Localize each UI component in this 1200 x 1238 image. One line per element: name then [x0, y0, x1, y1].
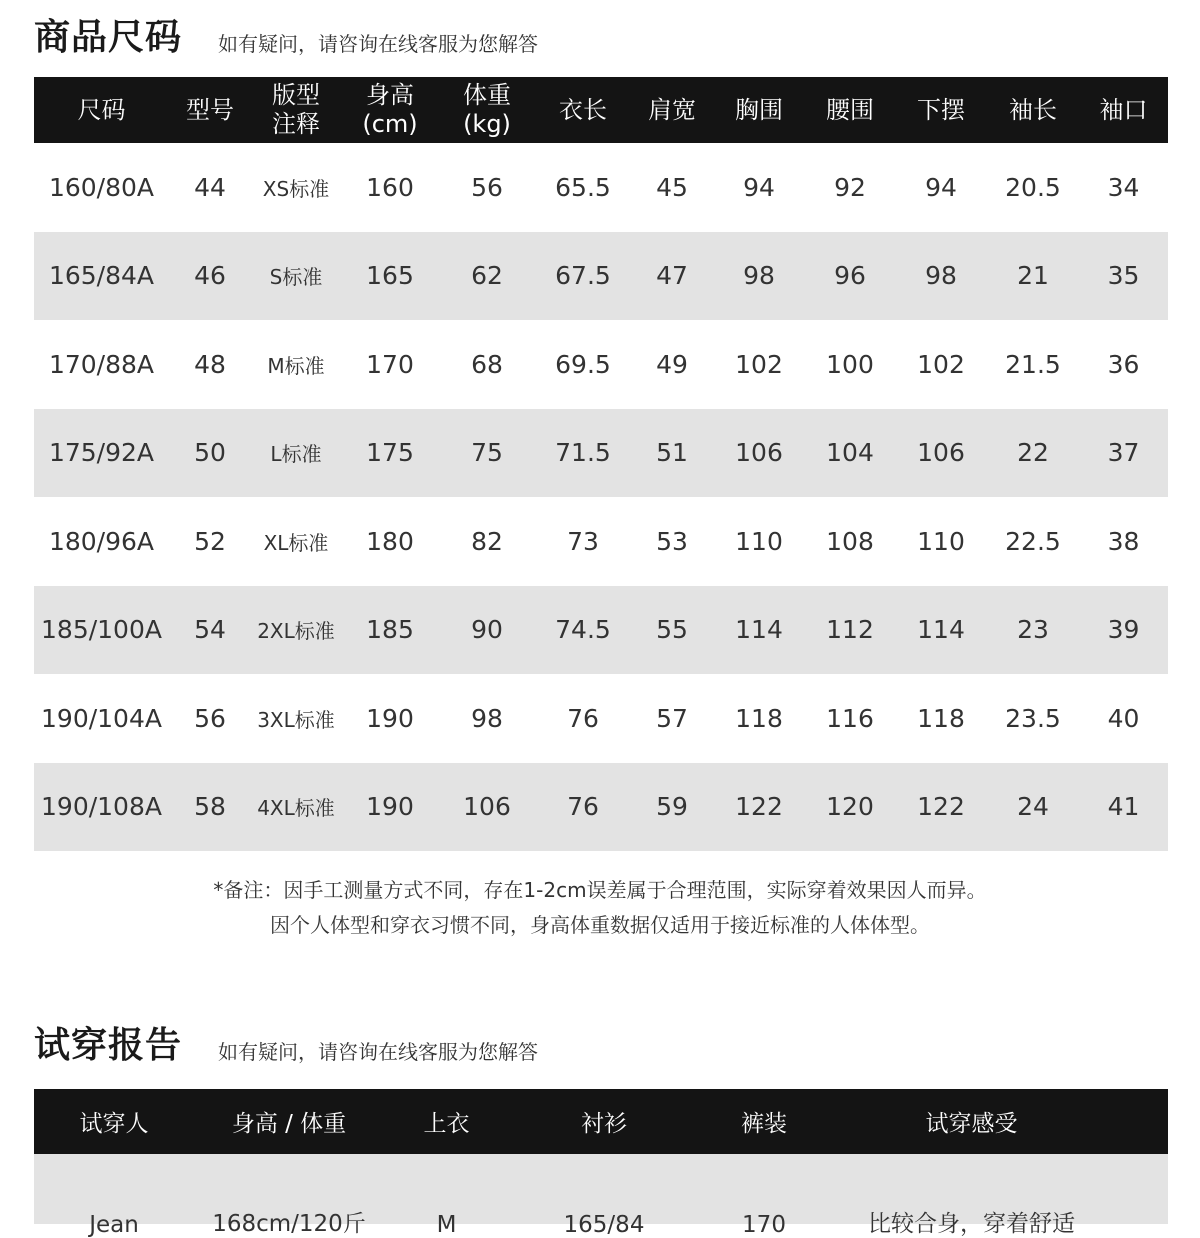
- table-cell: 106: [917, 438, 965, 468]
- trial-section-title: 试穿报告: [34, 1025, 183, 1066]
- table-cell: 53: [656, 526, 688, 556]
- table-cell: 120: [826, 792, 874, 822]
- table-row: [34, 409, 1168, 498]
- table-cell: 190: [366, 703, 414, 733]
- trial-table-header: [34, 1089, 1168, 1154]
- size-table-header: [34, 77, 1168, 143]
- size-header-cell: 型号: [186, 95, 234, 124]
- table-cell: 170: [742, 1212, 786, 1238]
- table-cell: 46: [194, 261, 226, 291]
- table-cell: 41: [1107, 792, 1140, 822]
- table-row: [34, 586, 1168, 675]
- table-cell: 102: [917, 349, 965, 379]
- table-cell: 98: [925, 261, 957, 291]
- table-cell: 118: [917, 703, 965, 733]
- table-cell: 160: [366, 172, 414, 202]
- size-section-header: [34, 17, 539, 58]
- table-cell: 92: [834, 172, 866, 202]
- table-cell: 49: [656, 349, 688, 379]
- table-cell: 52: [194, 526, 226, 556]
- trial-header-cell: 身高 / 体重: [231, 1111, 347, 1137]
- trial-header-cell: 试穿感受: [925, 1111, 1018, 1137]
- table-cell: 21: [1017, 261, 1049, 291]
- table-cell: 112: [826, 615, 874, 645]
- trial-table-body: [34, 1154, 1168, 1238]
- table-cell: 98: [743, 261, 775, 291]
- table-cell: 37: [1107, 438, 1140, 468]
- table-cell: 122: [917, 792, 965, 822]
- table-cell: 67.5: [555, 261, 611, 291]
- size-table-body: [34, 143, 1168, 851]
- table-cell: XL标准: [263, 530, 329, 555]
- table-cell: 160/80A: [48, 172, 155, 202]
- table-cell: 74.5: [555, 615, 611, 645]
- table-cell: 108: [826, 526, 874, 556]
- table-cell: 4XL标准: [257, 796, 335, 821]
- trial-section-header: [34, 1025, 539, 1066]
- table-cell: 102: [735, 349, 783, 379]
- table-cell: 94: [925, 172, 957, 202]
- table-cell: 180: [366, 526, 414, 556]
- table-cell: 36: [1107, 349, 1140, 379]
- size-table: [34, 77, 1168, 851]
- table-cell: 23: [1017, 615, 1049, 645]
- table-cell: 118: [735, 703, 783, 733]
- table-cell: 185: [366, 615, 414, 645]
- table-cell: 65.5: [555, 172, 611, 202]
- table-row: [34, 497, 1168, 586]
- trial-header-cell: 试穿人: [79, 1111, 149, 1137]
- table-cell: 51: [656, 438, 688, 468]
- table-cell: 22.5: [1005, 526, 1061, 556]
- table-cell: 170/88A: [48, 349, 155, 379]
- table-cell: 190/108A: [41, 792, 162, 822]
- table-cell: 56: [471, 172, 503, 202]
- table-cell: 40: [1107, 703, 1140, 733]
- size-header-cell: 肩宽: [648, 95, 696, 124]
- table-cell: M: [436, 1212, 457, 1238]
- table-cell: L标准: [270, 442, 322, 467]
- table-cell: 57: [656, 703, 688, 733]
- table-cell: 39: [1107, 615, 1140, 645]
- table-cell: 2XL标准: [257, 619, 335, 644]
- table-cell: 165/84A: [48, 261, 155, 291]
- table-cell: 59: [656, 792, 688, 822]
- table-cell: 165: [366, 261, 414, 291]
- size-header-cell: 袖口: [1099, 95, 1148, 124]
- size-header-cell: 衣长: [559, 95, 607, 124]
- table-cell: 38: [1107, 526, 1140, 556]
- table-cell: Jean: [89, 1212, 139, 1238]
- trial-header-cell: 上衣: [423, 1111, 470, 1137]
- table-cell: 110: [917, 526, 965, 556]
- size-header-cell: 版型 注释: [272, 81, 320, 138]
- table-cell: 71.5: [555, 438, 611, 468]
- table-cell: 76: [567, 703, 599, 733]
- table-cell: 58: [194, 792, 226, 822]
- table-cell: 175: [366, 438, 414, 468]
- table-cell: 165/84: [563, 1212, 645, 1238]
- size-header-cell: 尺码: [77, 95, 126, 124]
- table-cell: 68: [471, 349, 503, 379]
- size-notes: [0, 873, 1200, 943]
- table-cell: 比较合身，穿着舒适: [868, 1211, 1075, 1237]
- table-cell: 180/96A: [48, 526, 155, 556]
- table-cell: 47: [656, 261, 688, 291]
- table-row: [34, 1154, 1168, 1238]
- table-cell: 48: [194, 349, 226, 379]
- table-cell: 3XL标准: [257, 707, 335, 732]
- trial-table: [34, 1089, 1168, 1238]
- size-header-cell: 体重 (kg): [463, 81, 511, 138]
- table-cell: 96: [834, 261, 866, 291]
- table-cell: 20.5: [1005, 172, 1061, 202]
- size-header-cell: 袖长: [1009, 95, 1057, 124]
- trial-header-cell: 裤装: [741, 1111, 787, 1137]
- table-cell: 168cm/120斤: [212, 1211, 366, 1237]
- size-header-cell: 胸围: [735, 95, 783, 124]
- table-cell: 73: [567, 526, 599, 556]
- size-header-cell: 下摆: [917, 95, 965, 124]
- table-cell: XS标准: [262, 176, 330, 201]
- table-row: [34, 763, 1168, 852]
- table-cell: 82: [471, 526, 503, 556]
- table-cell: 110: [735, 526, 783, 556]
- table-cell: 114: [735, 615, 783, 645]
- table-cell: 56: [194, 703, 226, 733]
- table-cell: 98: [471, 703, 503, 733]
- table-cell: 55: [656, 615, 688, 645]
- table-cell: 54: [194, 615, 226, 645]
- table-cell: 190: [366, 792, 414, 822]
- table-cell: 94: [743, 172, 775, 202]
- table-cell: 100: [826, 349, 874, 379]
- table-cell: 50: [194, 438, 226, 468]
- table-cell: S标准: [269, 265, 323, 290]
- table-row: [34, 143, 1168, 232]
- table-cell: 185/100A: [41, 615, 162, 645]
- size-note-line: 因个人体型和穿衣习惯不同，身高体重数据仅适用于接近标准的人体体型。: [270, 913, 930, 937]
- table-cell: 190/104A: [41, 703, 162, 733]
- table-cell: 21.5: [1005, 349, 1061, 379]
- trial-header-cell: 衬衫: [581, 1111, 627, 1137]
- table-cell: 35: [1107, 261, 1140, 291]
- table-cell: 104: [826, 438, 874, 468]
- table-cell: 106: [735, 438, 783, 468]
- table-cell: 24: [1017, 792, 1049, 822]
- table-cell: 69.5: [555, 349, 611, 379]
- table-row: [34, 232, 1168, 321]
- table-cell: 76: [567, 792, 599, 822]
- table-cell: 122: [735, 792, 783, 822]
- table-cell: 22: [1017, 438, 1049, 468]
- table-cell: 23.5: [1005, 703, 1061, 733]
- trial-section-subtitle: 如有疑问，请咨询在线客服为您解答: [218, 1040, 539, 1064]
- table-cell: 170: [366, 349, 414, 379]
- size-header-cell: 腰围: [826, 95, 874, 124]
- table-cell: 45: [656, 172, 688, 202]
- size-header-cell: 身高 (cm): [362, 81, 418, 138]
- table-cell: 75: [471, 438, 503, 468]
- table-cell: 34: [1107, 172, 1140, 202]
- size-section-subtitle: 如有疑问，请咨询在线客服为您解答: [218, 32, 539, 56]
- table-cell: 90: [471, 615, 503, 645]
- table-cell: 106: [463, 792, 511, 822]
- table-row: [34, 320, 1168, 409]
- table-cell: 114: [917, 615, 965, 645]
- table-cell: 44: [194, 172, 226, 202]
- table-cell: 175/92A: [48, 438, 155, 468]
- table-cell: M标准: [267, 353, 325, 378]
- size-note-line: *备注：因手工测量方式不同，存在1-2cm误差属于合理范围，实际穿着效果因人而异。: [213, 878, 987, 902]
- size-section-title: 商品尺码: [34, 17, 183, 58]
- table-cell: 62: [471, 261, 503, 291]
- table-cell: 116: [826, 703, 874, 733]
- table-row: [34, 674, 1168, 763]
